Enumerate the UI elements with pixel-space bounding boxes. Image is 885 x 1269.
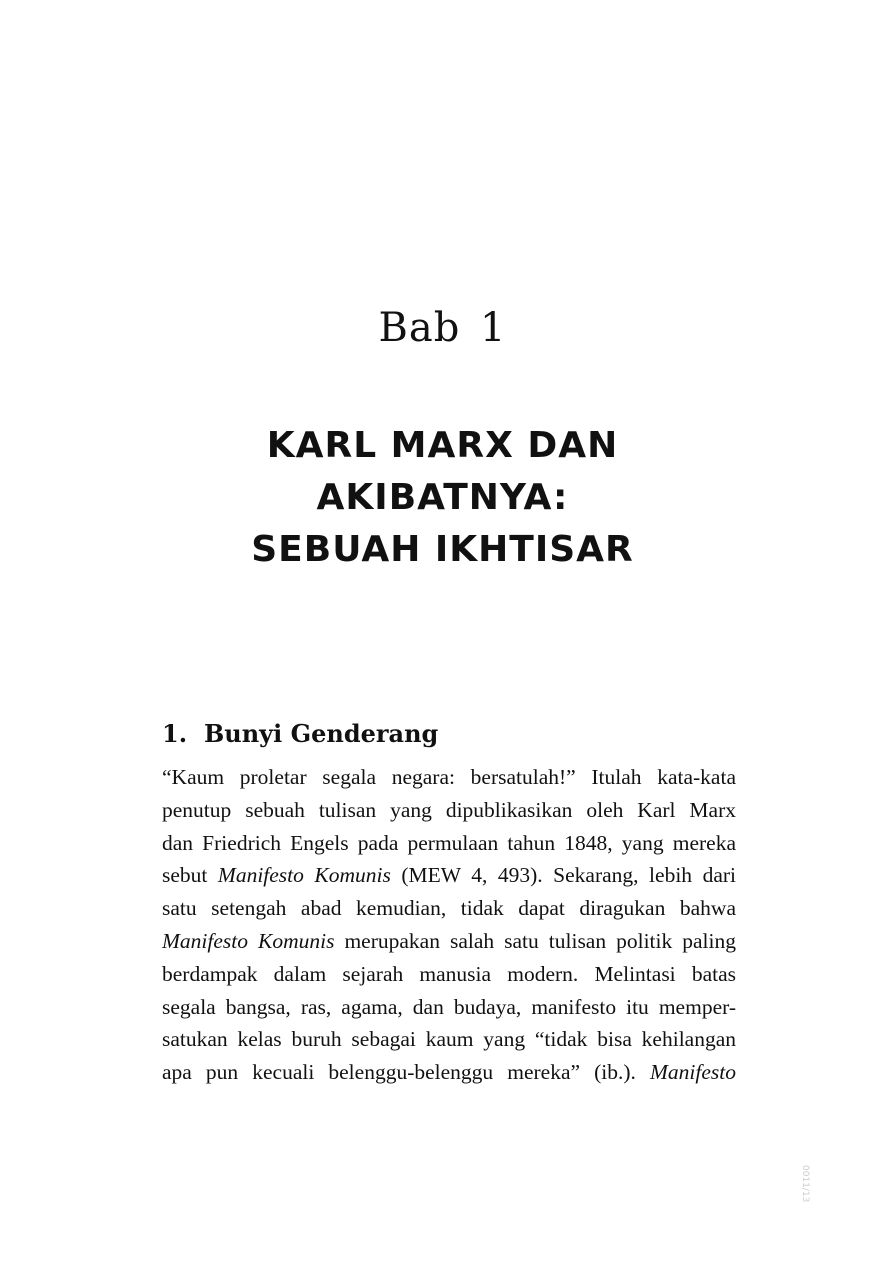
section-title: Bunyi Genderang (204, 719, 439, 748)
chapter-title-line: AKIBATNYA: (316, 477, 569, 518)
text-line: satu setengah abad kemudian, tidak dapat diragukan bahwa (162, 896, 736, 921)
text-line: dan Friedrich Engels pada permulaan tahun 1848, yang mereka (162, 830, 736, 855)
book-title: Manifesto (650, 1060, 736, 1085)
text-line (162, 925, 736, 958)
text-line: berdampak dalam sejarah manusia modern. Melintasi batas (162, 961, 736, 986)
text-fragment: (MEW 4, 493). Sekarang, lebih dari (390, 863, 736, 888)
text-line: satukan kelas buruh sebagai kaum yang “tidak bisa kehilangan (162, 1027, 736, 1052)
section-heading (162, 716, 438, 752)
chapter-title-line: KARL MARX DAN (266, 425, 619, 466)
section-number: 1. (162, 719, 188, 748)
text-fragment: merupakan salah satu tulisan politik paling (334, 928, 736, 953)
text-line: “Kaum proletar segala negara: bersatulah!” Itulah kata-kata (162, 765, 736, 789)
text-line: penutup sebuah tulisan yang dipublikasikan oleh Karl Marx (162, 797, 736, 822)
book-title: Manifesto Komunis (162, 928, 335, 953)
text-fragment: sebut (162, 863, 218, 888)
body-paragraph (162, 761, 736, 1089)
margin-mark: 0011/13 (800, 1165, 810, 1203)
book-title: Manifesto Komunis (217, 863, 391, 888)
text-line (162, 859, 736, 892)
chapter-title-line: SEBUAH IKHTISAR (251, 529, 634, 570)
chapter-title (0, 420, 885, 576)
text-line: segala bangsa, ras, agama, dan budaya, manifesto itu memper- (162, 994, 736, 1019)
text-fragment: apa pun kecuali belenggu-belenggu mereka” (ib.). (162, 1060, 650, 1085)
text-line (162, 1056, 736, 1089)
chapter-label: Bab 1 (378, 305, 507, 351)
